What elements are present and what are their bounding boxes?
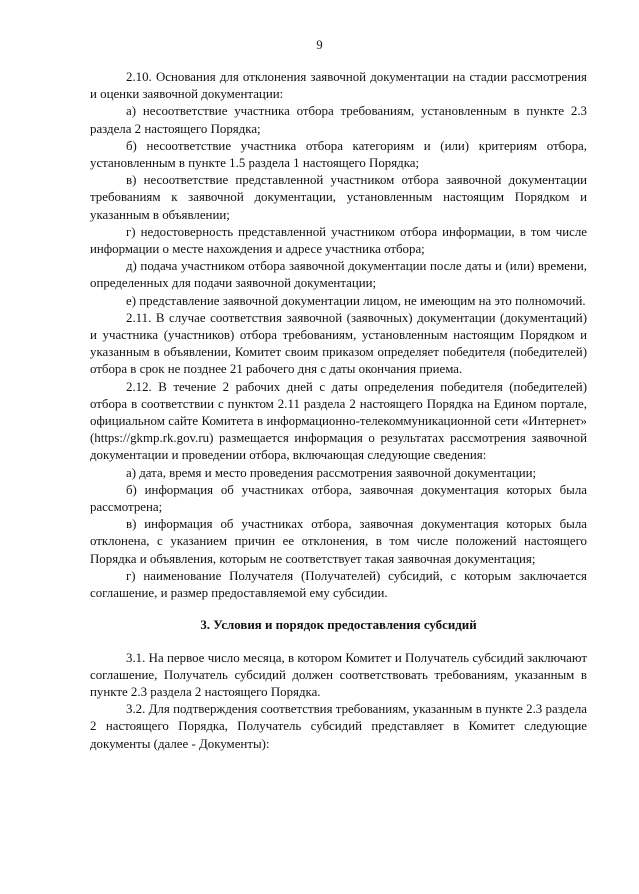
paragraph-2-10-g: г) недостоверность представленной участником отбора информации, в том числе информации о месте нахождения и адресе участника отбора; (90, 224, 587, 257)
paragraph-2-10-b: б) несоответствие участника отбора категориям и (или) критериям отбора, установленным в пункте 1.5 раздела 1 настоящего Порядка; (90, 138, 587, 171)
paragraph-3-2: 3.2. Для подтверждения соответствия требованиям, указанным в пункте 2.3 раздела 2 настоящего Порядка, Получатель субсидий представляет в Комитет следующие документы (далее - Документы): (90, 702, 587, 751)
page-number: 9 (316, 38, 323, 52)
paragraph-2-10-e: е) представление заявочной документации лицом, не имеющим на это полномочий. (126, 293, 586, 308)
paragraph-2-10: 2.10. Основания для отклонения заявочной документации на стадии рассмотрения и оценки заявочной документации: (90, 70, 587, 102)
document-body (90, 69, 587, 753)
section-3-heading: 3. Условия и порядок предоставления субсидий (200, 618, 477, 633)
paragraph-2-11: 2.11. В случае соответствия заявочной (заявочных) документации (документаций) и участника (участников) отбора требованиям, установленным настоящим Порядком и указанным в объявлении, Комитет своим приказом определяет победителя (победителей) отбора в срок не позднее 21 рабочего дня с даты окончания приема. (90, 310, 587, 377)
paragraph-2-12-b: б) информация об участниках отбора, заявочная документация которых была рассмотрена; (90, 482, 587, 515)
paragraph-2-10-v: в) несоответствие представленной участником отбора заявочной документации требованиям к заявочной документации, установленным настоящим Порядком и указанным в объявлении; (90, 173, 587, 222)
paragraph-2-12-a: а) дата, время и место проведения рассмотрения заявочной документации; (126, 465, 537, 480)
paragraph-2-12-v: в) информация об участниках отбора, заявочная документация которых была отклонена, с указанием причин ее отклонения, в том числе положений настоящего Порядка и объявления, которым не соответствует такая заявочная документация; (90, 517, 587, 566)
paragraph-2-12-g: г) наименование Получателя (Получателей) субсидий, с которым заключается соглашение, и размер предоставляемой ему субсидии. (90, 568, 587, 601)
paragraph-2-12: 2.12. В течение 2 рабочих дней с даты определения победителя (победителей) отбора в соответствии с пунктом 2.11 раздела 2 настоящего Порядка на Едином портале, официальном сайте Комитета в информационно-телекоммуникационной сети «Интернет» (https://gkmp.rk.gov.ru) размещается информация о результатах рассмотрения заявочной документации и проведении отбора, включающая следующие сведения: (90, 379, 587, 463)
paragraph-2-10-d: д) подача участником отбора заявочной документации после даты и (или) времени, определенных для подачи заявочной документации; (90, 259, 587, 291)
paragraph-3-1: 3.1. На первое число месяца, в котором Комитет и Получатель субсидий заключают соглашение, Получатель субсидий должен соответствовать требованиям, указанным в пункте 2.3 раздела 2 настоящего Порядка. (90, 650, 587, 699)
paragraph-2-10-a: а) несоответствие участника отбора требованиям, установленным в пункте 2.3 раздела 2 настоящего Порядка; (90, 104, 587, 136)
